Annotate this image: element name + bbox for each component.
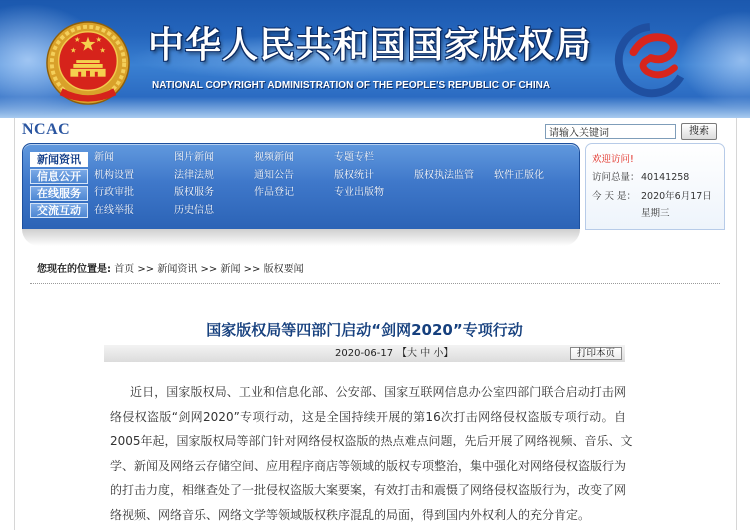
search-input[interactable] xyxy=(545,124,676,139)
font-size-bracket-open: 【 xyxy=(397,348,407,359)
breadcrumb-label: 您现在的位置是: xyxy=(37,264,111,275)
visits-count: 40141258 xyxy=(641,172,690,183)
nav-link-notices[interactable]: 通知公告 xyxy=(254,170,294,181)
nav-link-historical-info[interactable]: 历史信息 xyxy=(174,205,214,216)
site-title: 中华人民共和国国家版权局 xyxy=(148,25,593,66)
article-body xyxy=(110,380,633,528)
national-emblem-icon xyxy=(45,20,131,106)
breadcrumb-item-news[interactable]: 新闻 xyxy=(220,264,241,275)
font-size-control xyxy=(397,347,453,360)
nav-link-laws-regulations[interactable]: 法律法规 xyxy=(174,170,214,181)
font-size-small[interactable]: 小 xyxy=(433,348,444,359)
breadcrumb-separator: >> xyxy=(137,264,155,275)
nav-link-copyright-services[interactable]: 版权服务 xyxy=(174,187,214,198)
weekday: 星期三 xyxy=(641,208,670,219)
article-title: 国家版权局等四部门启动“剑网2020”专项行动 xyxy=(206,321,523,339)
top-bar xyxy=(0,118,750,143)
tab-interaction[interactable]: 交流互动 xyxy=(30,203,88,218)
nav-shadow xyxy=(22,229,580,246)
nav-link-administrative-approval[interactable]: 行政审批 xyxy=(94,187,134,198)
body-line: 近日，国家版权局、工业和信息化部、公安部、国家互联网信息办公室四部门联合启动打击网 xyxy=(130,385,626,399)
breadcrumb-item-copyright-news[interactable]: 版权要闻 xyxy=(263,264,304,275)
nav-link-organization[interactable]: 机构设置 xyxy=(94,170,134,181)
ncac-logo-icon xyxy=(608,19,696,101)
nav-link-photo-news[interactable]: 图片新闻 xyxy=(174,152,214,163)
visits-label: 访问总量： xyxy=(592,172,640,183)
tab-online-services[interactable]: 在线服务 xyxy=(30,186,88,201)
welcome-text: 欢迎访问! xyxy=(592,154,634,165)
national-emblem-icon xyxy=(45,20,131,106)
body-line: 的打击力度，相继查处了一批侵权盗版大案要案，有效打击和震慑了网络侵权盗版行为，改变了网 xyxy=(110,483,627,498)
breadcrumb-separator: >> xyxy=(200,264,218,275)
body-line: 络视频、网络音乐、网络文学等领域版权秩序混乱的局面，得到国内外权利人的充分肯定。 xyxy=(110,507,591,522)
breadcrumb-item-news-info[interactable]: 新闻资讯 xyxy=(157,264,198,275)
body-line: 学、新闻及网络云存储空间、应用程序商店等领域的版权专项整治，集中强化对网络侵权盗版行为 xyxy=(110,458,627,473)
nav-row xyxy=(94,204,254,218)
breadcrumb-separator: >> xyxy=(243,264,261,275)
nav-link-software-legalization[interactable]: 软件正版化 xyxy=(494,170,544,181)
body-line: 2005年起，国家版权局等部门针对网络侵权盗版的热点难点问题，先后开展了网络视频、音乐、文 xyxy=(110,434,633,449)
nav-link-video-news[interactable]: 视频新闻 xyxy=(254,152,294,163)
nav-link-copyright-enforcement[interactable]: 版权执法监管 xyxy=(414,170,474,181)
current-date: 2020年6月17日 xyxy=(641,191,712,202)
search-button[interactable]: 搜索 xyxy=(681,123,717,140)
header-banner xyxy=(0,0,750,118)
font-size-bracket-close: 】 xyxy=(443,348,454,359)
tab-public-info[interactable]: 信息公开 xyxy=(30,169,88,184)
print-button[interactable]: 打印本页 xyxy=(570,347,622,360)
nav-row xyxy=(94,151,414,165)
site-abbreviation: NCAC xyxy=(22,121,71,138)
nav-link-work-registration[interactable]: 作品登记 xyxy=(254,187,294,198)
date-label: 今 天 是： xyxy=(592,191,637,202)
article-date: 2020-06-17 xyxy=(335,348,394,359)
breadcrumb-item-home[interactable]: 首页 xyxy=(114,264,135,275)
nav-link-special-topics[interactable]: 专题专栏 xyxy=(334,152,374,163)
main-navigation xyxy=(22,143,580,229)
breadcrumb-divider xyxy=(30,283,720,284)
nav-row xyxy=(94,169,574,183)
breadcrumb xyxy=(37,263,304,277)
body-line: 络侵权盗版“剑网2020”专项行动，这是全国持续开展的第16次打击网络侵权盗版专项行动。自 xyxy=(110,409,626,424)
nav-link-copyright-statistics[interactable]: 版权统计 xyxy=(334,170,374,181)
font-size-medium[interactable]: 中 xyxy=(420,348,431,359)
nav-link-news[interactable]: 新闻 xyxy=(94,152,114,163)
tab-news-info[interactable]: 新闻资讯 xyxy=(30,152,88,167)
nav-link-online-report[interactable]: 在线举报 xyxy=(94,205,134,216)
nav-link-professional-publications[interactable]: 专业出版物 xyxy=(334,187,384,198)
nav-row xyxy=(94,186,414,200)
ncac-logo-icon xyxy=(608,19,696,101)
font-size-large[interactable]: 大 xyxy=(407,348,417,359)
visitor-info-box xyxy=(585,143,725,230)
site-subtitle: NATIONAL COPYRIGHT ADMINISTRATION OF THE PEOPLE'S REPUBLIC OF CHINA xyxy=(152,80,551,91)
article-meta-bar xyxy=(104,345,625,362)
